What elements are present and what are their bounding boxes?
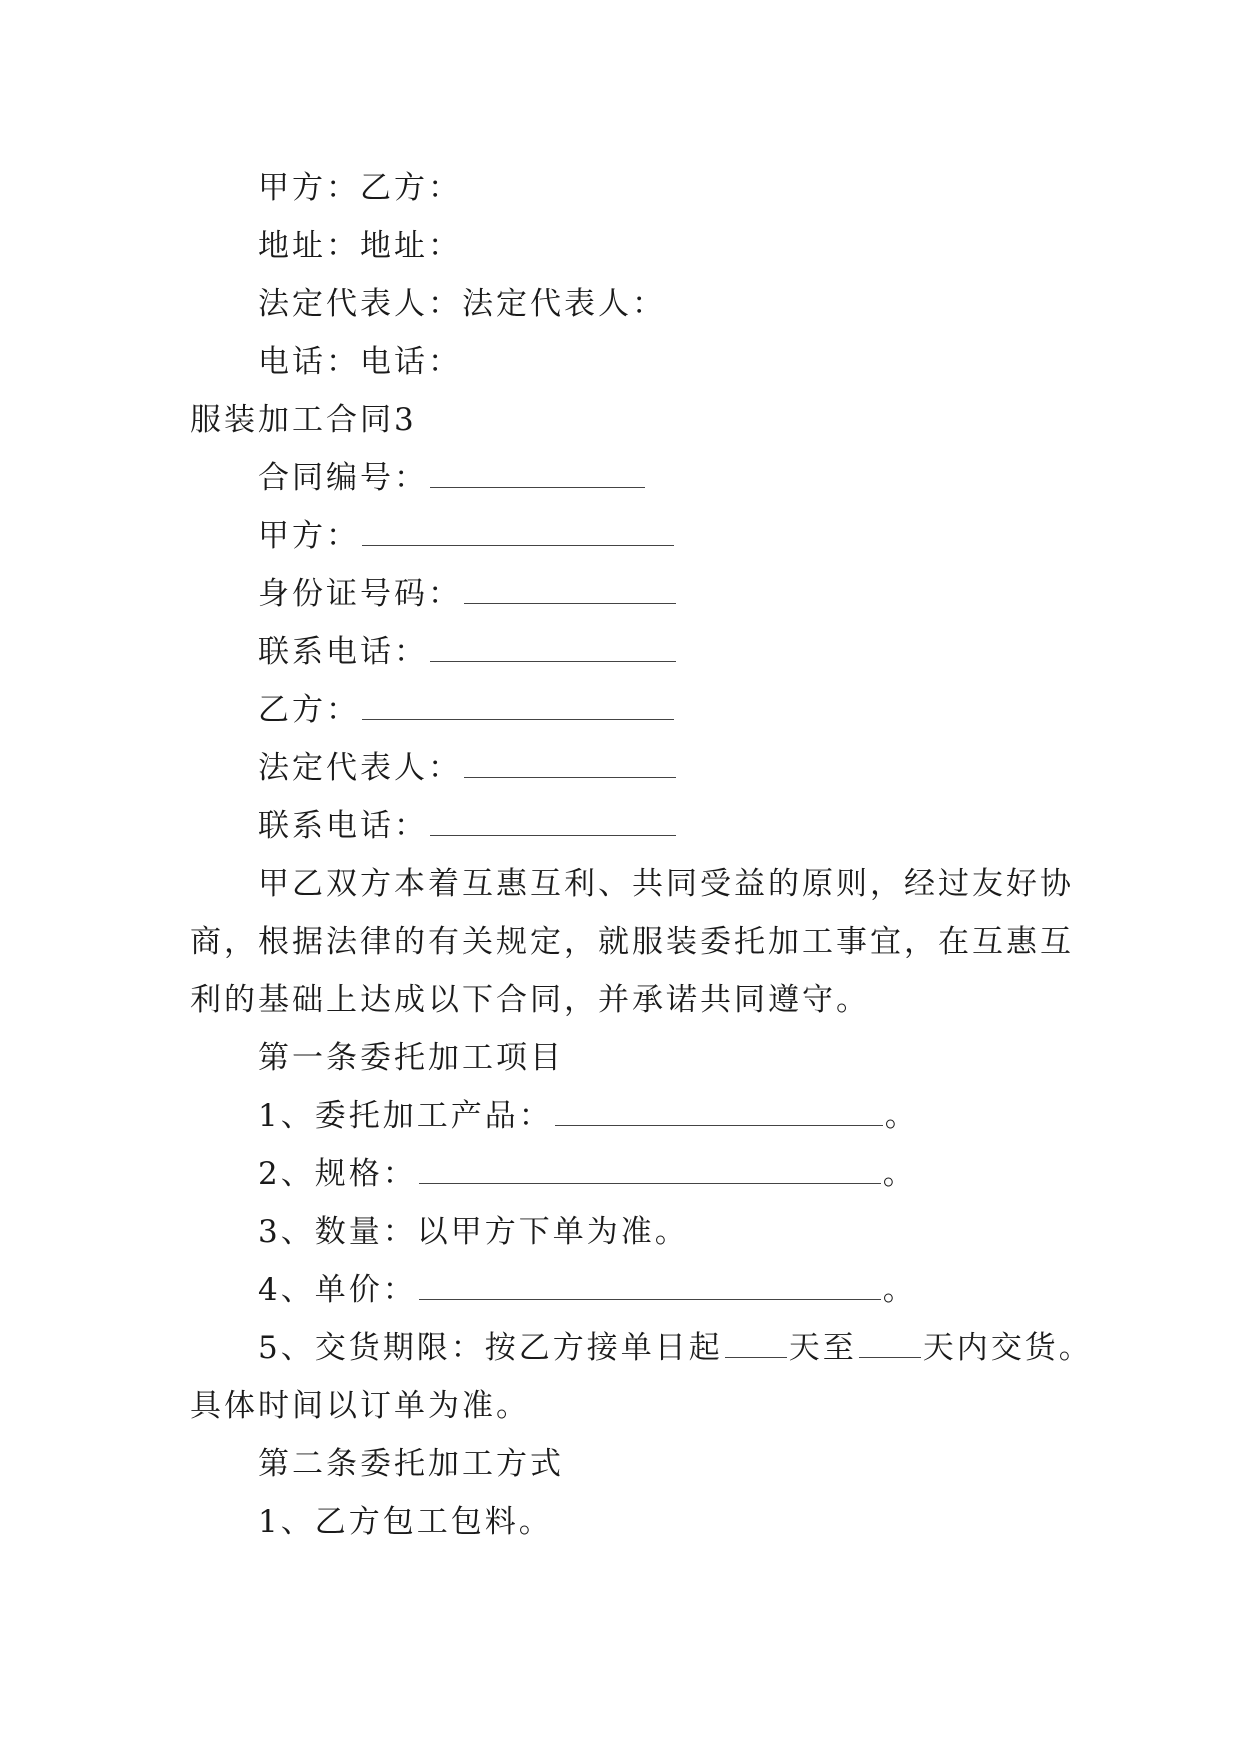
phone-b-line (258, 806, 678, 846)
item-2-label: 2、规格： (258, 1156, 417, 1192)
phone-a-blank[interactable] (430, 633, 676, 662)
item-1-blank[interactable] (555, 1097, 883, 1126)
item-4-blank[interactable] (419, 1271, 881, 1300)
item-5-line-2: 具体时间以订单为准。 (190, 1388, 530, 1424)
party-a-line (258, 516, 676, 556)
item-1-line (258, 1096, 919, 1136)
id-number-label: 身份证号码： (258, 576, 462, 612)
item-5-blank-2[interactable] (859, 1329, 921, 1358)
contract-number-blank[interactable] (430, 459, 645, 488)
item-5-part2: 天至 (788, 1330, 857, 1366)
document-title: 服装加工合同3 (190, 402, 417, 438)
contract-number-label: 合同编号： (258, 460, 428, 496)
legal-rep-label: 法定代表人： (258, 750, 462, 786)
phone-a-line (258, 632, 678, 672)
party-b-label: 乙方： (258, 692, 360, 728)
paragraph-line: 商，根据法律的有关规定，就服装委托加工事宜，在互惠互 (190, 924, 1074, 960)
article-2-heading: 第二条委托加工方式 (258, 1446, 564, 1482)
article-2-item-1: 1、乙方包工包料。 (258, 1504, 553, 1540)
party-b-line (258, 690, 676, 730)
item-4-end: 。 (882, 1272, 917, 1308)
item-4-line (258, 1270, 917, 1310)
item-2-end: 。 (882, 1156, 917, 1192)
legal-rep-line (258, 748, 678, 788)
legal-rep-blank[interactable] (464, 749, 676, 778)
item-1-label: 1、委托加工产品： (258, 1098, 553, 1134)
id-number-blank[interactable] (464, 575, 676, 604)
id-number-line (258, 574, 678, 614)
item-5-blank-1[interactable] (725, 1329, 787, 1358)
item-5-part1: 5、交货期限：按乙方接单日起 (258, 1330, 723, 1366)
party-b-blank[interactable] (362, 691, 674, 720)
item-4-label: 4、单价： (258, 1272, 417, 1308)
contract-number-line (258, 458, 647, 498)
item-1-end: 。 (884, 1098, 919, 1134)
article-1-heading: 第一条委托加工项目 (258, 1040, 564, 1076)
phone-b-label: 联系电话： (258, 808, 428, 844)
item-2-blank[interactable] (419, 1155, 881, 1184)
item-5-line (258, 1328, 1093, 1368)
phone-a-label: 联系电话： (258, 634, 428, 670)
phone-header-line: 电话：电话： (258, 344, 462, 380)
party-a-label: 甲方： (258, 518, 360, 554)
item-3-line: 3、数量：以甲方下单为准。 (258, 1214, 689, 1250)
party-a-blank[interactable] (362, 517, 674, 546)
address-header-line: 地址：地址： (258, 228, 462, 264)
paragraph-line: 甲乙双方本着互惠互利、共同受益的原则，经过友好协 (258, 866, 1074, 902)
phone-b-blank[interactable] (430, 807, 676, 836)
item-2-line (258, 1154, 917, 1194)
paragraph-line: 利的基础上达成以下合同，并承诺共同遵守。 (190, 982, 870, 1018)
party-header-line: 甲方：乙方： (258, 170, 462, 206)
legal-rep-header-line: 法定代表人：法定代表人： (258, 286, 666, 322)
item-5-part3: 天内交货。 (922, 1330, 1093, 1366)
